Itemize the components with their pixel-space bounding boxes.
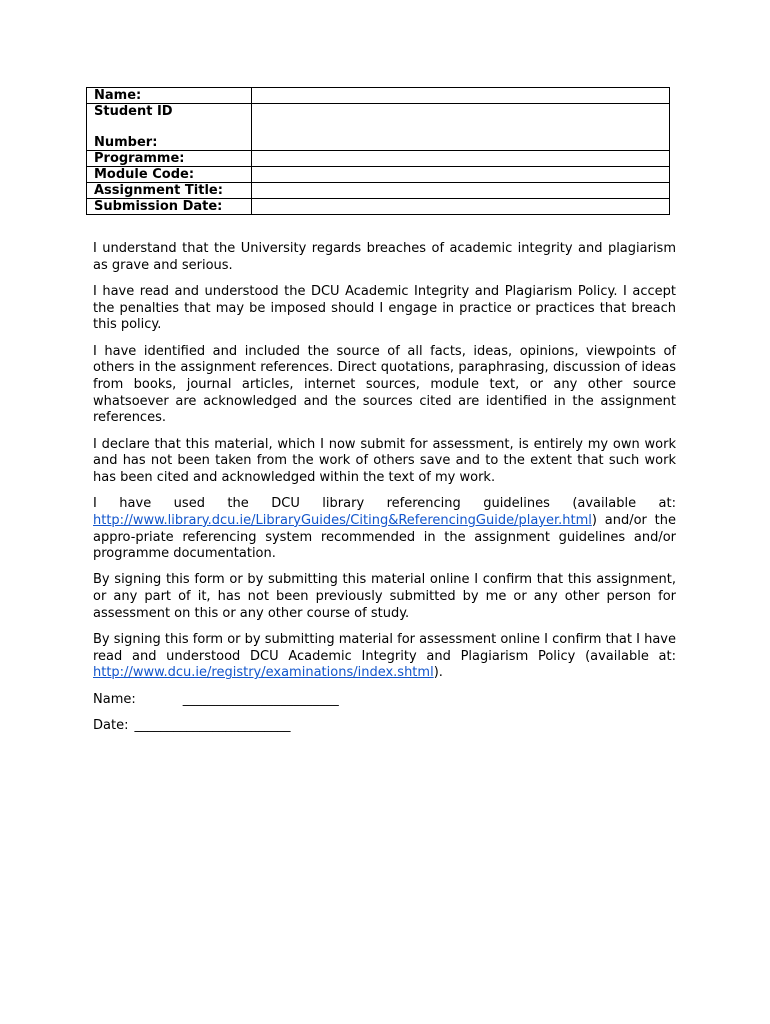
- assignment-title-field[interactable]: [252, 183, 670, 199]
- library-guide-link[interactable]: http://www.library.dcu.ie/LibraryGuides/Citing&ReferencingGuide/player.html: [93, 512, 592, 528]
- signature-date-blank[interactable]: ________________________: [134, 717, 291, 733]
- student-info-table: [86, 87, 670, 215]
- signature-name-row: [93, 692, 676, 709]
- student-id-field[interactable]: [252, 104, 670, 151]
- confirm-text-after: ).: [433, 665, 443, 681]
- paragraph-own-work: I declare that this material, which I now submit for assessment, is entirely my own work and has not been taken from the work of others save and to the extent that such work has been cited and acknowledged within the text of my work.: [93, 436, 676, 485]
- table-row: [87, 199, 670, 215]
- signature-date-row: [93, 718, 676, 735]
- name-field[interactable]: [252, 88, 670, 104]
- paragraph-not-submitted: By signing this form or by submitting this material online I confirm that this assignment, or any part of it, has not been previously submitted by me or any other person for assessment on this or any other course of study.: [93, 572, 676, 621]
- declaration-text: [93, 241, 676, 744]
- student-id-label-line2: Number:: [94, 135, 158, 150]
- registry-link[interactable]: http://www.dcu.ie/registry/examinations/index.shtml: [93, 665, 434, 681]
- confirm-text-before: By signing this form or by submitting material for assessment online I confirm that I have read and understood DCU Academic Integrity and Plagiarism Policy (available at:: [93, 632, 676, 664]
- table-row: [87, 183, 670, 199]
- assignment-title-label: Assignment Title:: [87, 183, 252, 199]
- signature-date-label: Date:: [93, 717, 129, 733]
- paragraph-confirm: [93, 632, 676, 682]
- programme-field[interactable]: [252, 151, 670, 167]
- programme-label: Programme:: [87, 151, 252, 167]
- table-row: [87, 167, 670, 183]
- paragraph-sources: I have identified and included the source of all facts, ideas, opinions, viewpoints of others in the assignment references. Direct quotations, paraphrasing, discussion of ideas from books, journal articles, internet sources, module text, or any other source whatsoever are acknowledged and the sources cited are identified in the assignment references.: [93, 343, 676, 426]
- paragraph-referencing: [93, 496, 676, 563]
- table-row: [87, 88, 670, 104]
- signature-name-label: Name:: [93, 691, 136, 707]
- table-row: [87, 151, 670, 167]
- student-id-label-line1: Student ID: [94, 104, 173, 119]
- student-id-label: [87, 104, 252, 151]
- module-code-field[interactable]: [252, 167, 670, 183]
- referencing-text-after: ) and/or the appro-priate referencing system recommended in the assignment guidelines and/or programme documentation.: [93, 512, 676, 562]
- referencing-text-before: I have used the DCU library referencing guidelines (available at:: [93, 496, 676, 512]
- table-row: [87, 104, 670, 151]
- submission-date-field[interactable]: [252, 199, 670, 215]
- module-code-label: Module Code:: [87, 167, 252, 183]
- signature-name-blank[interactable]: ________________________: [182, 691, 339, 707]
- submission-date-label: Submission Date:: [87, 199, 252, 215]
- paragraph-integrity: I understand that the University regards breaches of academic integrity and plagiarism as grave and serious.: [93, 241, 676, 273]
- name-label: Name:: [87, 88, 252, 104]
- paragraph-policy: I have read and understood the DCU Academic Integrity and Plagiarism Policy. I accept the penalties that may be imposed should I engage in practice or practices that breach this policy.: [93, 283, 676, 333]
